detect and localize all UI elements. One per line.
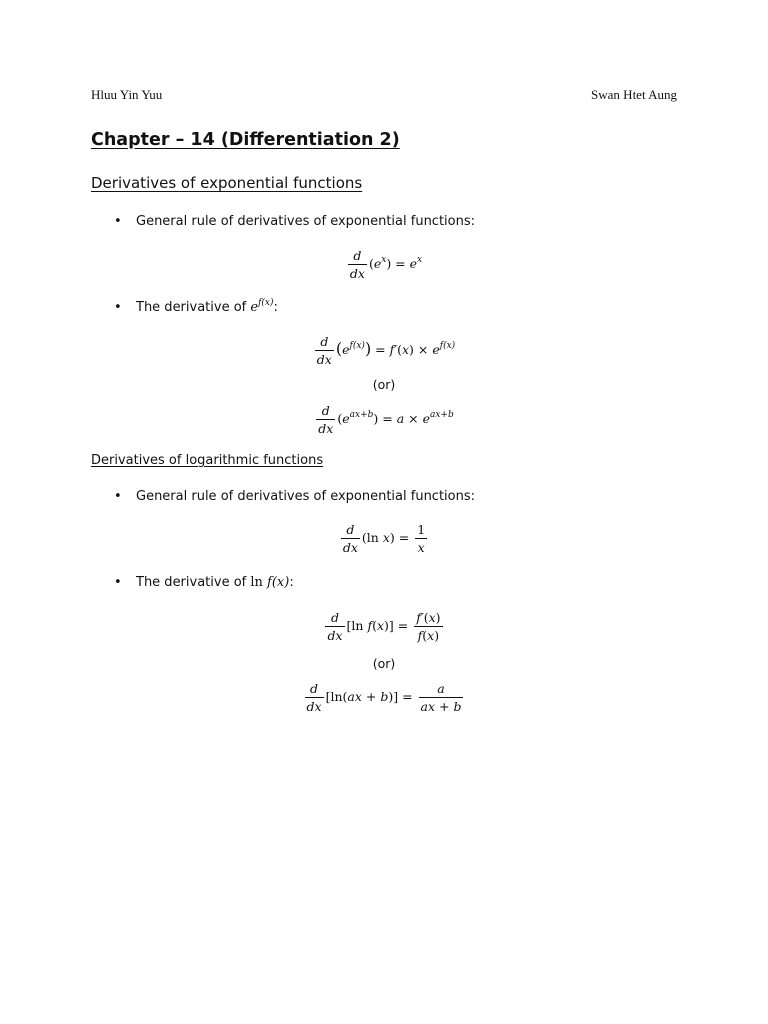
bullet-icon: • xyxy=(114,214,122,229)
bullet-ln-general xyxy=(114,489,475,504)
header-right-author: Swan Htet Aung xyxy=(591,87,677,102)
equation-exp-fx: $\frac{d}{dx}$ $(e^{f(x)}) = f'(x) \times e^{f(x)}$ xyxy=(316,334,456,367)
bullet-suffix: : xyxy=(273,300,278,315)
or-label-ln: (or) xyxy=(372,656,396,671)
equation-ln-general: $\frac{d}{dx}$ (ln x) = $\frac{1}{x}$ xyxy=(342,522,426,555)
chapter-title: Chapter – 14 (Differentiation 2) xyxy=(91,130,400,150)
equation-ln-linear: $\frac{d}{dx}$ [ln(ax + b)] = $\frac{a}{ax + b}$ xyxy=(306,681,462,714)
bullet-text: The derivative of xyxy=(136,575,251,590)
section-title-logarithmic: Derivatives of logarithmic functions xyxy=(91,453,324,468)
bullet-text: The derivative of xyxy=(136,300,251,315)
equation-exp-linear: $\frac{d}{dx}$ $(e^{ax+b}) = a \times e^{ax+b}$ xyxy=(318,403,454,436)
bullet-ln-fx xyxy=(114,575,294,590)
bullet-text: General rule of derivatives of exponential functions: xyxy=(136,489,476,504)
bullet-text: General rule of derivatives of exponential functions: xyxy=(136,214,476,229)
inline-math: $e^{f(x)}$ xyxy=(250,298,274,315)
bullet-exp-general xyxy=(114,214,475,229)
equation-ln-fx: $\frac{d}{dx}$ [ln f(x)] = $\frac{f'(x)}{f(x)}$ xyxy=(327,610,441,643)
inline-math: ln f(x) xyxy=(250,575,290,590)
bullet-exp-fx xyxy=(114,300,278,315)
bullet-icon: • xyxy=(114,489,122,504)
equation-exp-general: $\frac{d}{dx}$ $(e^x) = e^x$ xyxy=(349,248,423,281)
bullet-suffix: : xyxy=(289,575,294,590)
bullet-icon: • xyxy=(114,575,122,590)
section-title-exponential: Derivatives of exponential functions xyxy=(91,174,363,192)
header-left-author: Hluu Yin Yuu xyxy=(91,87,163,102)
or-label-exp: (or) xyxy=(372,377,396,392)
bullet-icon: • xyxy=(114,300,122,315)
